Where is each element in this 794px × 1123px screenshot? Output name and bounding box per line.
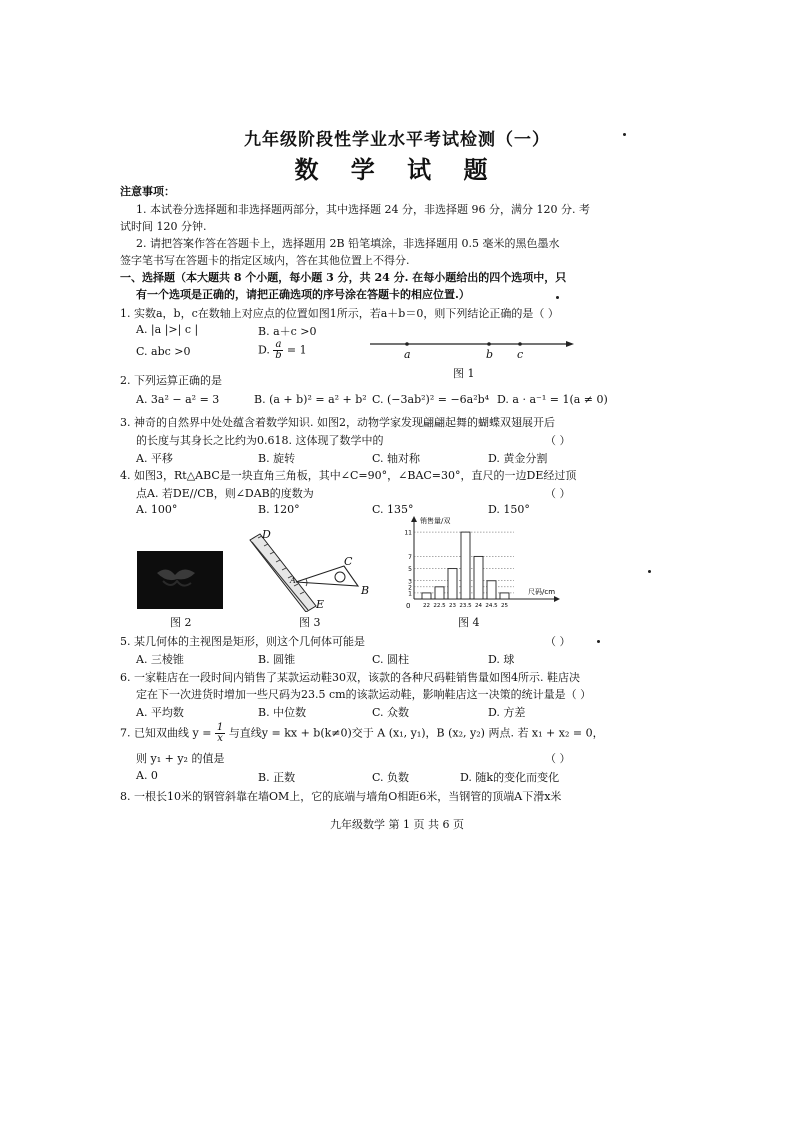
q7-option-c: C. 负数 (372, 771, 410, 784)
ruler-body (250, 534, 316, 612)
chart-x-axis-arrow (554, 596, 560, 602)
q1-option-a: A. |a |>| c | (136, 323, 199, 336)
q1-option-d-suffix: = 1 (286, 343, 307, 357)
chart-x-tick-label: 22 (423, 603, 430, 609)
chart-y-tick-label: 5 (408, 566, 412, 574)
chart-x-axis-label: 尺码/cm (528, 588, 556, 596)
number-line-point-c (518, 342, 522, 346)
q7-line2: 则 y₁ + y₂ 的值是 (136, 752, 225, 765)
q1-stem: 1. 实数a，b，c在数轴上对应点的位置如图1所示，若a＋b＝0，则下列结论正确的是（ ） (120, 307, 559, 320)
chart-y-axis-label: 销售量/双 (420, 517, 451, 525)
q1-option-d-prefix: D. (258, 343, 270, 357)
q6-option-a: A. 平均数 (136, 706, 184, 719)
fig3-label-e: E (316, 598, 325, 611)
q4-option-a: A. 100° (136, 503, 178, 516)
fig2-butterfly-photo (137, 551, 223, 609)
axis-label-c: c (517, 348, 524, 361)
q3-answer-paren: （ ） (545, 434, 571, 447)
chart-x-tick-label: 23.5 (459, 603, 472, 609)
q1-option-b: B. a＋c >0 (258, 325, 317, 338)
section1-line2: 有一个选项是正确的，请把正确选项的序号涂在答题卡的相应位置.） (136, 288, 470, 301)
q6-option-c: C. 众数 (372, 706, 410, 719)
note-2a: 2. 请把答案作答在答题卡上，选择题用 2B 铅笔填涂，非选择题用 0.5 毫米的黑色墨水 (136, 237, 560, 250)
chart-bar (448, 569, 457, 599)
fig3-label-b: B (361, 584, 370, 597)
scan-speck (623, 133, 626, 136)
q8-line1: 8. 一根长10米的钢管斜靠在墙OM上，它的底端与墙角O相距6米，当钢管的顶端A下滑x米 (120, 790, 562, 803)
q7-fraction (215, 723, 225, 744)
chart-y-tick-label: 1 (408, 590, 412, 598)
q5-option-a: A. 三棱锥 (136, 653, 184, 666)
chart-x-tick-label: 24 (475, 603, 482, 609)
q1-option-d-denominator: b (275, 350, 282, 361)
q7-line1 (120, 723, 604, 744)
q5-option-d: D. 球 (488, 653, 515, 666)
chart-y-axis-arrow (411, 516, 417, 522)
q1-option-d (258, 340, 307, 361)
q3-option-d: D. 黄金分割 (488, 452, 548, 465)
q3-option-c: C. 轴对称 (372, 452, 421, 465)
chart-bar (422, 593, 431, 599)
q5-answer-paren: （ ） (545, 635, 571, 648)
fig3-label-d: D (262, 528, 271, 541)
q7-answer-paren: （ ） (545, 752, 571, 765)
axis-label-b: b (486, 348, 494, 361)
chart-y-tick-label: 7 (408, 553, 412, 561)
q6-option-b: B. 中位数 (258, 706, 307, 719)
chart-origin-label: 0 (406, 602, 411, 610)
ruler-edge-de (252, 542, 308, 610)
number-line (368, 337, 578, 357)
chart-y-tick-label: 2 (408, 584, 412, 592)
triangle-abc (296, 566, 358, 586)
fig4-caption: 图 4 (458, 616, 480, 629)
q4-option-d: D. 150° (488, 503, 530, 516)
number-line-arrow (566, 341, 574, 347)
fig3-ruler-triangle (240, 528, 380, 612)
q7-option-b: B. 正数 (258, 771, 296, 784)
q4-option-b: B. 120° (258, 503, 300, 516)
scan-speck (648, 570, 651, 573)
q3-line2: 的长度与其身长之比约为0.618. 这体现了数学中的 (136, 434, 384, 447)
q7-prefix: 7. 已知双曲线 y = (120, 726, 212, 740)
q2-option-d: D. a · a⁻¹ = 1(a ≠ 0) (497, 393, 608, 406)
scan-speck (597, 640, 600, 643)
scan-speck (556, 296, 559, 299)
fig3-label-c: C (344, 555, 353, 568)
q3-option-b: B. 旋转 (258, 452, 296, 465)
fig3-caption: 图 3 (299, 616, 321, 629)
number-line-point-b (487, 342, 491, 346)
fig4-bar-chart (398, 512, 566, 612)
chart-x-tick-label: 24.5 (485, 603, 498, 609)
q5-option-b: B. 圆锥 (258, 653, 296, 666)
q7-suffix: 与直线y = kx + b(k≠0)交于 A (x₁, y₁)，B (x₂, y₂) 两点. 若 x₁ + x₂ = 0， (228, 726, 604, 740)
chart-bar (487, 581, 496, 599)
q6-option-d: D. 方差 (488, 706, 526, 719)
q4-line1: 4. 如图3，Rt△ABC是一块直角三角板，其中∠C=90°，∠BAC=30°，直尺的一边DE经过顶 (120, 469, 577, 482)
fig2-photo-background (137, 551, 223, 609)
q6-line1: 6. 一家鞋店在一段时间内销售了某款运动鞋30双，该款的各种尺码鞋销售量如图4所示. 鞋店决 (120, 671, 580, 684)
chart-y-tick-label: 11 (404, 529, 412, 537)
q7-denominator: x (217, 733, 223, 744)
q1-option-d-fraction (273, 340, 283, 361)
q3-line1: 3. 神奇的自然界中处处蕴含着数学知识. 如图2，动物学家发现翩翩起舞的蝴蝶双翅展开后 (120, 416, 555, 429)
q2-option-a: A. 3a² − a² = 3 (136, 393, 220, 406)
chart-bar (500, 593, 509, 599)
q7-option-a: A. 0 (136, 769, 158, 782)
chart-bar (474, 556, 483, 599)
note-1b: 试时间 120 分钟. (120, 220, 207, 233)
chart-x-tick-label: 25 (501, 603, 508, 609)
q2-stem: 2. 下列运算正确的是 (120, 374, 222, 387)
q4-answer-paren: （ ） (545, 487, 571, 500)
note-1a: 1. 本试卷分选择题和非选择题两部分，其中选择题 24 分，非选择题 96 分，满分 120 分. 考 (136, 203, 590, 216)
chart-y-tick-label: 3 (408, 578, 412, 586)
number-line-point-a (405, 342, 409, 346)
fig1-caption: 图 1 (453, 367, 475, 380)
q1-option-d-numerator: a (275, 339, 282, 350)
triangle-hole (335, 572, 345, 582)
axis-label-a: a (404, 348, 411, 361)
chart-bar (461, 532, 470, 599)
q2-option-b: B. (a + b)² = a² + b² (254, 393, 367, 406)
section1-line1: 一、选择题（本大题共 8 个小题，每小题 3 分，共 24 分. 在每小题给出的四个选项中，只 (120, 271, 567, 284)
fig2-caption: 图 2 (170, 616, 192, 629)
note-2b: 签字笔书写在答题卡的指定区域内，答在其他位置上不得分. (120, 254, 410, 267)
notes-heading: 注意事项： (120, 185, 175, 198)
page-footer: 九年级数学 第 1 页 共 6 页 (330, 818, 464, 831)
q7-option-d: D. 随k的变化而变化 (460, 771, 560, 784)
q5-stem: 5. 某几何体的主视图是矩形，则这个几何体可能是 (120, 635, 365, 648)
exam-title: 九年级阶段性学业水平考试检测（一） (244, 130, 550, 150)
q5-option-c: C. 圆柱 (372, 653, 410, 666)
q4-line2: 点A. 若DE//CB，则∠DAB的度数为 (136, 487, 314, 500)
q7-numerator: 1 (216, 722, 224, 733)
chart-bar (435, 587, 444, 599)
fig3-label-a: A (290, 576, 296, 585)
q2-option-c: C. (−3ab²)² = −6a²b⁴ (372, 393, 490, 406)
q1-option-c: C. abc >0 (136, 345, 191, 358)
chart-x-tick-label: 22.5 (433, 603, 446, 609)
q6-line2: 定在下一次进货时增加一些尺码为23.5 cm的该款运动鞋，影响鞋店这一决策的统计量是（ ） (136, 688, 592, 701)
q4-option-c: C. 135° (372, 503, 414, 516)
chart-x-tick-label: 23 (449, 603, 456, 609)
subject-title: 数 学 试 题 (294, 155, 500, 184)
q3-option-a: A. 平移 (136, 452, 173, 465)
